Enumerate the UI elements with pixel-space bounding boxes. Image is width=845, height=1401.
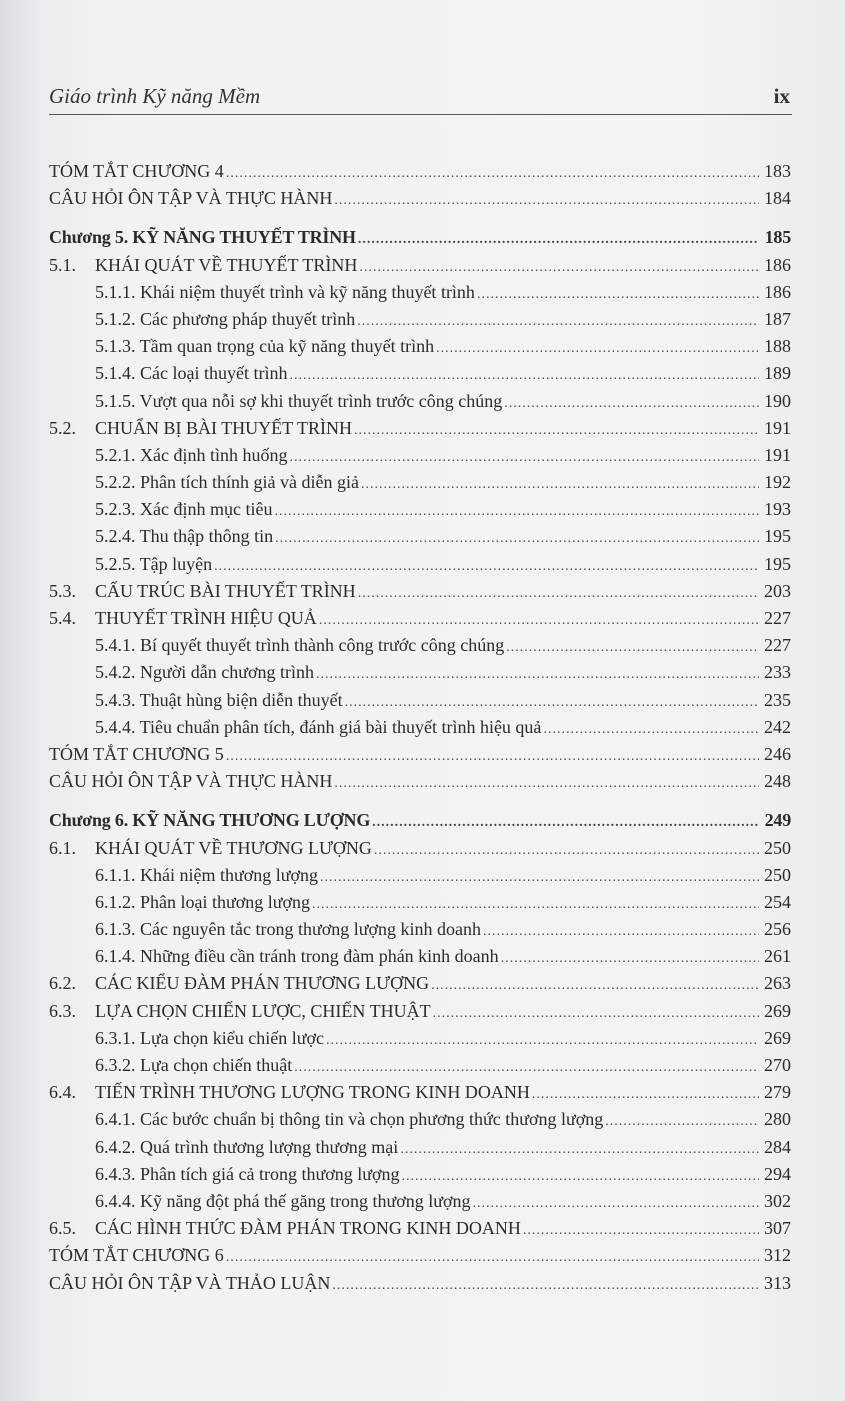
dot-leader [345,689,759,714]
toc-entry-title: 6.1.1. Khái niệm thương lượng [95,864,319,885]
dot-leader [477,281,759,306]
book-title: Giáo trình Kỹ năng Mềm [49,84,261,108]
toc-page-number: 313 [764,1272,791,1293]
table-of-contents [49,158,791,1297]
toc-page-number: 188 [764,336,791,357]
toc-page-number: 246 [764,743,791,764]
toc-subsection-entry[interactable] [49,687,791,714]
toc-section-number: 5.3. [49,580,76,601]
dot-leader [294,1054,759,1079]
toc-page-number: 302 [764,1190,791,1211]
dot-leader [402,1163,759,1188]
toc-section-entry[interactable] [49,415,791,442]
toc-entry-title: 6.3.2. Lựa chọn chiến thuật [95,1055,293,1075]
dot-leader [473,1190,759,1215]
dot-leader [523,1217,759,1242]
toc-entry-title: 6.4.4. Kỹ năng đột phá thế găng trong thương lượng [95,1190,471,1211]
toc-entry-title: KHÁI QUÁT VỀ THƯƠNG LƯỢNG [95,837,372,858]
toc-page-number: 294 [764,1163,791,1184]
toc-subsection-entry[interactable] [49,442,791,469]
toc-entry-title: CÁC KIỂU ĐÀM PHÁN THƯƠNG LƯỢNG [95,973,430,994]
toc-subsection-entry[interactable] [49,388,791,415]
toc-entry-title: 6.4.2. Quá trình thương lượng thương mại [95,1136,399,1157]
page-header [49,84,792,115]
toc-section-number: 6.5. [49,1218,76,1239]
toc-subsection-entry[interactable] [49,1134,791,1161]
toc-entry-title: Chương 6. KỸ NĂNG THƯƠNG LƯỢNG [49,810,371,831]
dot-leader [334,770,759,795]
toc-page-number: 187 [764,308,791,329]
dot-leader [214,553,759,578]
toc-entry[interactable] [49,158,791,185]
toc-subsection-entry[interactable] [49,469,791,496]
toc-page-number: 195 [764,553,791,574]
toc-entry-title: TÓM TẮT CHƯƠNG 5 [49,743,224,764]
toc-entry-title: 6.1.4. Những điều cần tránh trong đàm phán kinh doanh [95,946,499,967]
toc-page-number: 280 [764,1109,791,1130]
toc-page-number: 186 [764,254,791,275]
toc-subsection-entry[interactable] [49,632,791,659]
toc-section-entry[interactable] [49,578,791,605]
dot-leader [358,226,759,251]
toc-page-number: 184 [764,188,791,209]
toc-page-number: 203 [764,580,791,601]
toc-page-number: 248 [764,771,791,792]
toc-page-number: 183 [764,161,791,181]
toc-entry-title: 5.2.4. Thu thập thông tin [95,526,274,547]
toc-entry[interactable] [49,768,791,795]
toc-page-number: 233 [764,662,791,683]
toc-section-entry[interactable] [49,252,791,279]
toc-subsection-entry[interactable] [49,523,791,550]
toc-entry-title: TIẾN TRÌNH THƯƠNG LƯỢNG TRONG KINH DOANH [95,1082,530,1103]
toc-page-number: 261 [764,946,791,967]
dot-leader [506,634,759,659]
toc-page-number: 227 [764,635,791,656]
toc-entry[interactable] [49,1242,791,1269]
toc-section-number: 5.2. [49,417,76,438]
toc-entry-title: 5.1.2. Các phương pháp thuyết trình [95,308,356,329]
toc-page-number: 256 [764,919,791,940]
toc-entry-title: 6.4.3. Phân tích giá cả trong thương lượng [95,1163,400,1184]
toc-entry-title: 5.2.2. Phân tích thính giả và diễn giả [95,472,359,493]
toc-page-number: 185 [764,227,791,248]
dot-leader [501,945,759,970]
toc-entry-title: 5.2.5. Tập luyện [95,553,213,574]
toc-chapter-entry[interactable] [49,224,791,251]
toc-subsection-entry[interactable] [49,916,791,943]
toc-subsection-entry[interactable] [49,889,791,916]
toc-page-number: 195 [764,526,791,547]
dot-leader [543,716,759,741]
toc-page-number: 269 [764,1027,791,1048]
toc-page-number: 254 [764,891,791,912]
toc-subsection-entry[interactable] [49,279,791,306]
dot-leader [372,809,759,834]
toc-section-entry[interactable] [49,1079,791,1106]
toc-entry-title: THUYẾT TRÌNH HIỆU QUẢ [95,608,317,628]
page-number: ix [773,84,790,108]
toc-page-number: 312 [764,1245,791,1266]
toc-entry-title: 5.1.1. Khái niệm thuyết trình và kỹ năng thuyết trình [95,281,475,302]
toc-subsection-entry[interactable] [49,714,791,741]
dot-leader [289,444,759,469]
toc-subsection-entry[interactable] [49,1025,791,1052]
toc-page-number: 235 [764,689,791,710]
toc-subsection-entry[interactable] [49,1161,791,1188]
toc-section-number: 6.2. [49,973,76,994]
toc-entry-title: KHÁI QUÁT VỀ THUYẾT TRÌNH [95,254,358,275]
toc-entry-title: 5.4.3. Thuật hùng biện diễn thuyết [95,689,343,710]
toc-section-entry[interactable] [49,835,791,862]
toc-entry[interactable] [49,185,791,212]
toc-entry-title: TÓM TẮT CHƯƠNG 6 [49,1245,224,1266]
toc-section-number: 6.1. [49,837,76,858]
toc-entry-title: 6.3.1. Lựa chọn kiểu chiến lược [95,1027,324,1048]
toc-page-number: 263 [764,973,791,994]
toc-page-number: 279 [764,1082,791,1103]
toc-subsection-entry[interactable] [49,360,791,387]
toc-section-number: 6.3. [49,1000,76,1021]
toc-page-number: 284 [764,1136,791,1157]
toc-page-number: 186 [764,281,791,302]
dot-leader [326,1027,759,1052]
toc-entry-title: TÓM TẮT CHƯƠNG 4 [49,161,224,181]
toc-entry-title: Chương 5. KỸ NĂNG THUYẾT TRÌNH [49,227,356,248]
toc-page-number: 192 [764,472,791,493]
toc-entry-title: CÂU HỎI ÔN TẬP VÀ THỰC HÀNH [49,771,333,792]
toc-page-number: 189 [764,363,791,384]
dot-leader [354,417,759,442]
toc-section-entry[interactable] [49,970,791,997]
dot-leader [320,864,759,889]
toc-section-number: 5.1. [49,254,76,275]
toc-section-entry[interactable] [49,605,791,632]
toc-entry-title: CHUẨN BỊ BÀI THUYẾT TRÌNH [95,417,353,438]
toc-section-entry[interactable] [49,1215,791,1242]
toc-page-number: 307 [764,1218,791,1239]
toc-entry[interactable] [49,741,791,768]
toc-subsection-entry[interactable] [49,1188,791,1215]
toc-page-number: 191 [764,444,791,465]
dot-leader [226,160,759,185]
dot-leader [433,1000,759,1025]
toc-entry-title: 5.1.5. Vượt qua nỗi sợ khi thuyết trình trước công chúng [95,390,503,411]
toc-entry-title: 5.2.1. Xác định tình huống [95,444,288,465]
toc-subsection-entry[interactable] [49,333,791,360]
toc-subsection-entry[interactable] [49,659,791,686]
dot-leader [357,308,759,333]
toc-entry-title: 6.4.1. Các bước chuẩn bị thông tin và chọn phương thức thương lượng [95,1109,604,1130]
toc-subsection-entry[interactable] [49,306,791,333]
toc-entry-title: 5.1.3. Tầm quan trọng của kỹ năng thuyết trình [95,336,435,357]
toc-section-entry[interactable] [49,998,791,1025]
toc-entry-title: 5.1.4. Các loại thuyết trình [95,363,288,384]
toc-entry-title: 5.2.3. Xác định mục tiêu [95,499,273,520]
toc-page-number: 269 [764,1000,791,1021]
toc-entry-title: 5.4.1. Bí quyết thuyết trình thành công trước công chúng [95,635,505,656]
dot-leader [431,972,759,997]
toc-entry-title: 6.1.2. Phân loại thương lượng [95,891,311,912]
toc-subsection-entry[interactable] [49,551,791,578]
toc-subsection-entry[interactable] [49,943,791,970]
toc-section-number: 5.4. [49,608,76,628]
toc-entry-title: 6.1.3. Các nguyên tắc trong thương lượng kinh doanh [95,919,481,940]
toc-page-number: 191 [764,417,791,438]
toc-page-number: 193 [764,499,791,520]
toc-entry-title: 5.4.2. Người dẫn chương trình [95,662,315,683]
toc-page-number: 242 [764,716,791,737]
toc-subsection-entry[interactable] [49,1052,791,1079]
dot-leader [605,1108,759,1133]
toc-subsection-entry[interactable] [49,1106,791,1133]
dot-leader [374,837,759,862]
dot-leader [275,525,759,550]
dot-leader [334,187,759,212]
dot-leader [359,254,759,279]
toc-page-number: 270 [764,1055,791,1075]
toc-section-number: 6.4. [49,1082,76,1103]
dot-leader [226,1244,759,1269]
toc-subsection-entry[interactable] [49,862,791,889]
dot-leader [226,743,759,768]
dot-leader [436,335,759,360]
dot-leader [358,580,759,605]
toc-entry-title: CÂU HỎI ÔN TẬP VÀ THỰC HÀNH [49,188,333,209]
dot-leader [319,607,759,632]
toc-entry-title: CẤU TRÚC BÀI THUYẾT TRÌNH [95,580,356,601]
dot-leader [532,1081,759,1106]
toc-chapter-entry[interactable] [49,807,791,834]
toc-entry-title: LỰA CHỌN CHIẾN LƯỢC, CHIẾN THUẬT [95,1000,431,1021]
dot-leader [289,362,759,387]
toc-entry-title: 5.4.4. Tiêu chuẩn phân tích, đánh giá bài thuyết trình hiệu quả [95,716,542,737]
toc-subsection-entry[interactable] [49,496,791,523]
toc-page-number: 250 [764,864,791,885]
toc-entry-title: CÁC HÌNH THỨC ĐÀM PHÁN TRONG KINH DOANH [95,1218,521,1239]
toc-entry-title: CÂU HỎI ÔN TẬP VÀ THẢO LUẬN [49,1272,331,1293]
dot-leader [316,661,759,686]
dot-leader [274,498,759,523]
toc-page-number: 227 [764,608,791,628]
dot-leader [332,1272,759,1297]
toc-page-number: 190 [764,390,791,411]
dot-leader [400,1136,759,1161]
dot-leader [483,918,759,943]
dot-leader [361,471,759,496]
toc-entry[interactable] [49,1270,791,1297]
toc-page-number: 250 [764,837,791,858]
toc-page-number: 249 [764,810,791,831]
dot-leader [312,891,759,916]
dot-leader [504,390,759,415]
